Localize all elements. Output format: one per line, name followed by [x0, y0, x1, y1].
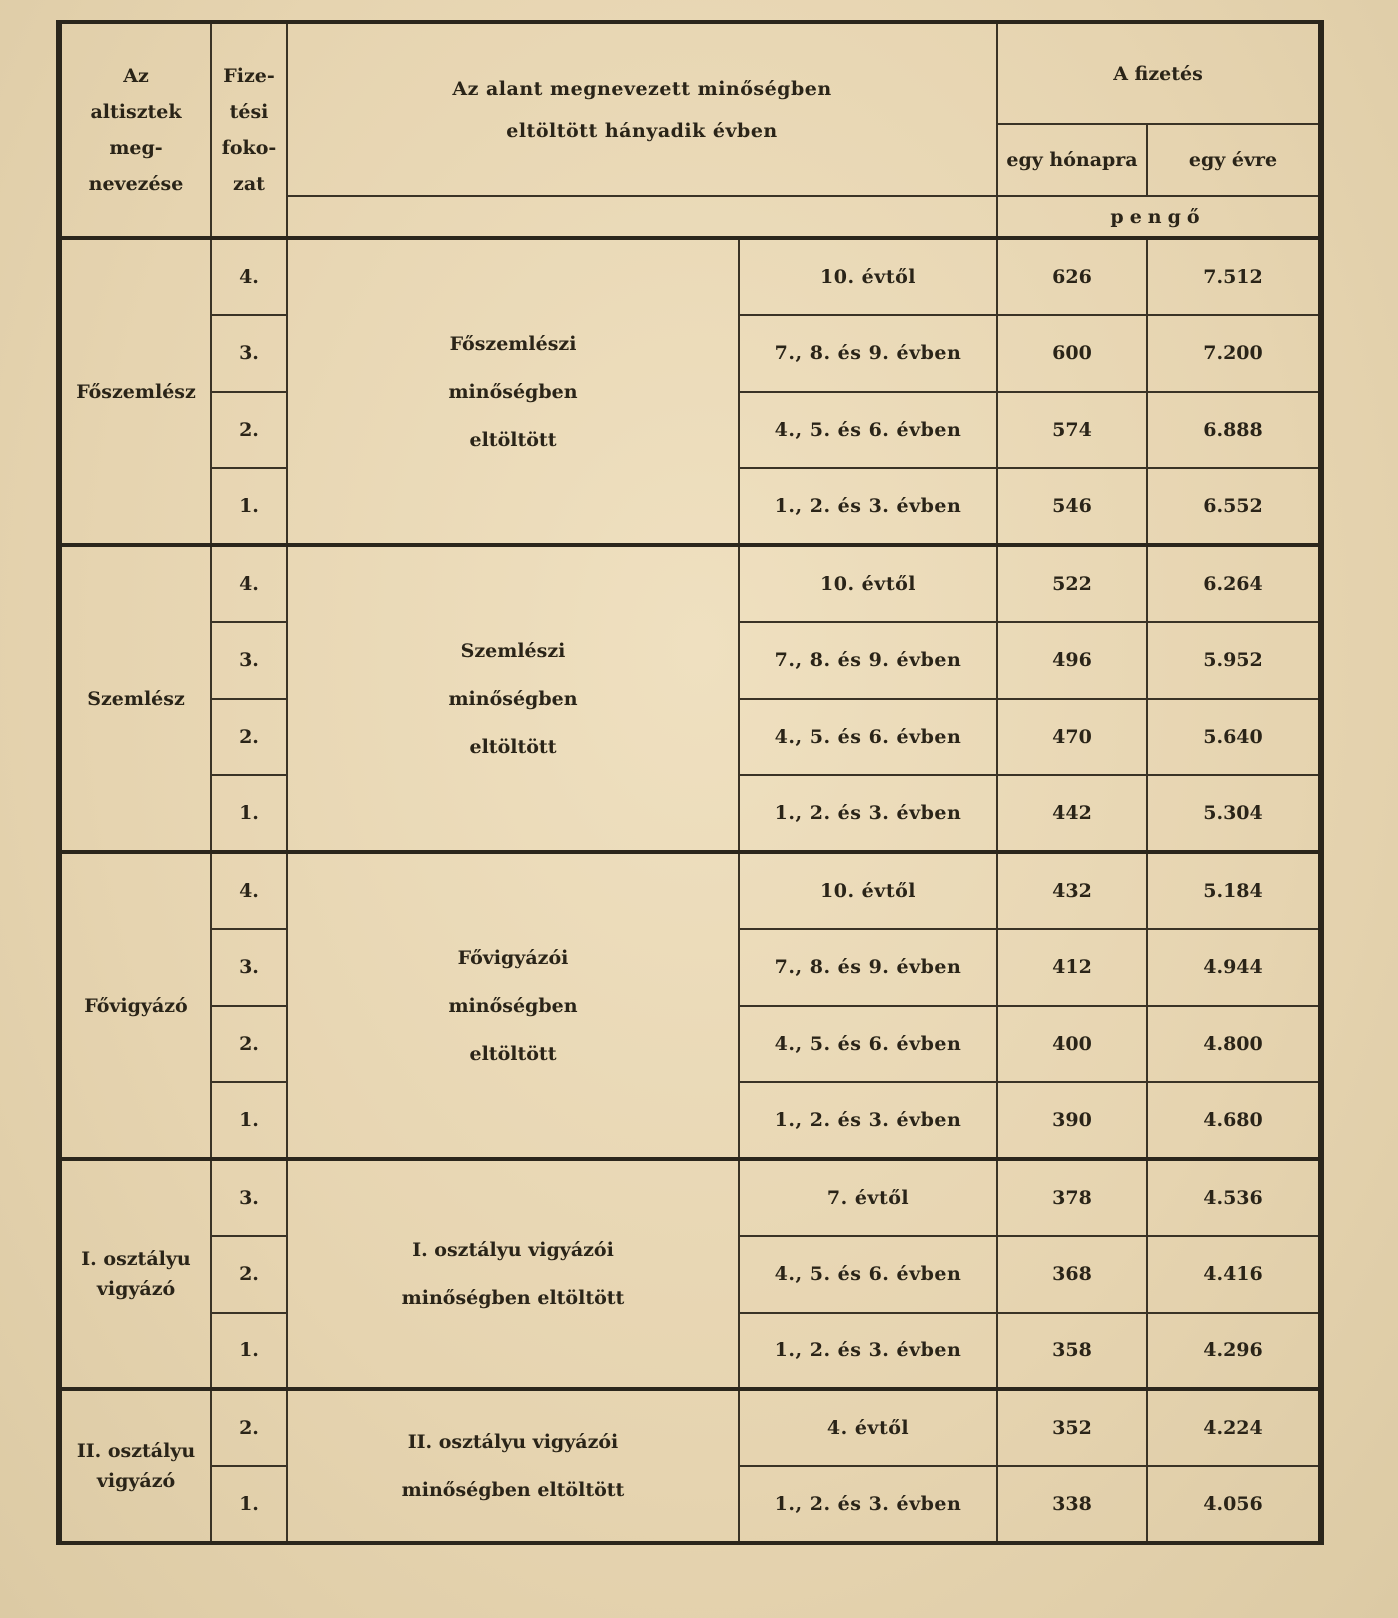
- pay-group-header: A fizetés: [997, 22, 1321, 124]
- grade-cell: 3.: [211, 315, 287, 392]
- years-cell: 1., 2. és 3. évben: [739, 1313, 997, 1390]
- period-description-line: eltöltött: [469, 428, 557, 451]
- yearly-pay-cell: 4.416: [1147, 1236, 1321, 1313]
- period-description-cell: [287, 545, 739, 852]
- per-year-header: egy évre: [1147, 124, 1321, 196]
- years-cell: 4., 5. és 6. évben: [739, 392, 997, 469]
- grade-cell: 2.: [211, 1006, 287, 1083]
- grade-cell: 3.: [211, 929, 287, 1006]
- monthly-pay-cell: 442: [997, 775, 1147, 852]
- rank-name: Főszemlész: [76, 380, 196, 403]
- table-row: [59, 1159, 1321, 1236]
- yearly-pay-cell: 6.552: [1147, 468, 1321, 545]
- grade-header-line: Fize-: [223, 65, 275, 87]
- years-cell: 1., 2. és 3. évben: [739, 1466, 997, 1543]
- period-description-cell: [287, 238, 739, 545]
- monthly-pay-cell: 626: [997, 238, 1147, 315]
- table-row: [59, 1389, 1321, 1466]
- yearly-pay-cell: 4.944: [1147, 929, 1321, 1006]
- grade-header-line: tési: [229, 101, 269, 123]
- period-description-cell: [287, 1159, 739, 1389]
- yearly-pay-cell: 5.640: [1147, 699, 1321, 776]
- rank-name: vigyázó: [96, 1470, 176, 1493]
- table-row: [59, 545, 1321, 622]
- monthly-pay-cell: 358: [997, 1313, 1147, 1390]
- grade-cell: 4.: [211, 545, 287, 622]
- period-description-line: I. osztályu vigyázói: [412, 1239, 614, 1262]
- years-cell: 4., 5. és 6. évben: [739, 1006, 997, 1083]
- grade-cell: 3.: [211, 622, 287, 699]
- period-description-line: minőségben: [448, 687, 578, 710]
- grade-column-header: [211, 22, 287, 238]
- monthly-pay-cell: 378: [997, 1159, 1147, 1236]
- period-column-header: [287, 22, 997, 196]
- per-month-header: egy hónapra: [997, 124, 1147, 196]
- rank-column-header: [59, 22, 211, 238]
- years-cell: 7., 8. és 9. évben: [739, 929, 997, 1006]
- grade-cell: 2.: [211, 699, 287, 776]
- period-description-line: minőségben: [448, 380, 578, 403]
- yearly-pay-cell: 4.680: [1147, 1082, 1321, 1159]
- salary-table: [56, 20, 1324, 1545]
- years-cell: 1., 2. és 3. évben: [739, 468, 997, 545]
- monthly-pay-cell: 574: [997, 392, 1147, 469]
- period-header-line: Az alant megnevezett minőségben: [452, 77, 832, 100]
- rank-header-line: Az: [123, 65, 149, 87]
- monthly-pay-cell: 522: [997, 545, 1147, 622]
- years-cell: 4., 5. és 6. évben: [739, 699, 997, 776]
- rank-header-line: nevezése: [88, 173, 184, 195]
- grade-cell: 4.: [211, 852, 287, 929]
- years-cell: 4., 5. és 6. évben: [739, 1236, 997, 1313]
- period-description-cell: [287, 852, 739, 1159]
- period-description-line: eltöltött: [469, 1042, 557, 1065]
- rank-name: II. osztályu: [76, 1440, 196, 1463]
- rank-name-cell: [59, 238, 211, 545]
- monthly-pay-cell: 432: [997, 852, 1147, 929]
- monthly-pay-cell: 400: [997, 1006, 1147, 1083]
- years-cell: 7. évtől: [739, 1159, 997, 1236]
- rank-header-line: meg-: [109, 137, 163, 159]
- years-cell: 10. évtől: [739, 545, 997, 622]
- period-description-line: II. osztályu vigyázói: [407, 1431, 619, 1454]
- grade-cell: 4.: [211, 238, 287, 315]
- grade-cell: 1.: [211, 775, 287, 852]
- years-cell: 10. évtől: [739, 852, 997, 929]
- rank-name-cell: [59, 852, 211, 1159]
- grade-cell: 2.: [211, 1236, 287, 1313]
- yearly-pay-cell: 4.536: [1147, 1159, 1321, 1236]
- rank-header-line: altisztek: [90, 101, 182, 123]
- rank-name: Szemlész: [87, 687, 185, 710]
- period-description-cell: [287, 1389, 739, 1543]
- period-description-line: minőségben eltöltött: [401, 1479, 625, 1502]
- yearly-pay-cell: 4.224: [1147, 1389, 1321, 1466]
- monthly-pay-cell: 412: [997, 929, 1147, 1006]
- rank-name: vigyázó: [96, 1278, 176, 1301]
- grade-cell: 1.: [211, 1466, 287, 1543]
- grade-header-line: zat: [233, 173, 265, 195]
- table-row: [59, 238, 1321, 315]
- grade-cell: 1.: [211, 1082, 287, 1159]
- period-description-line: eltöltött: [469, 735, 557, 758]
- monthly-pay-cell: 352: [997, 1389, 1147, 1466]
- rank-name-cell: [59, 545, 211, 852]
- yearly-pay-cell: 4.056: [1147, 1466, 1321, 1543]
- table-row: [59, 852, 1321, 929]
- years-cell: 10. évtől: [739, 238, 997, 315]
- grade-cell: 3.: [211, 1159, 287, 1236]
- yearly-pay-cell: 4.800: [1147, 1006, 1321, 1083]
- rank-name-cell: [59, 1389, 211, 1543]
- years-cell: 7., 8. és 9. évben: [739, 622, 997, 699]
- grade-header-line: foko-: [221, 137, 277, 159]
- monthly-pay-cell: 338: [997, 1466, 1147, 1543]
- monthly-pay-cell: 546: [997, 468, 1147, 545]
- period-description-line: Fővigyázói: [457, 946, 569, 969]
- monthly-pay-cell: 390: [997, 1082, 1147, 1159]
- yearly-pay-cell: 7.200: [1147, 315, 1321, 392]
- monthly-pay-cell: 470: [997, 699, 1147, 776]
- grade-cell: 1.: [211, 1313, 287, 1390]
- monthly-pay-cell: 496: [997, 622, 1147, 699]
- yearly-pay-cell: 6.264: [1147, 545, 1321, 622]
- yearly-pay-cell: 5.304: [1147, 775, 1321, 852]
- rank-name: I. osztályu: [81, 1248, 191, 1271]
- years-cell: 7., 8. és 9. évben: [739, 315, 997, 392]
- years-cell: 4. évtől: [739, 1389, 997, 1466]
- period-description-line: minőségben eltöltött: [401, 1287, 625, 1310]
- years-cell: 1., 2. és 3. évben: [739, 1082, 997, 1159]
- yearly-pay-cell: 4.296: [1147, 1313, 1321, 1390]
- period-header-line: eltöltött hányadik évben: [506, 119, 778, 142]
- rank-name: Fővigyázó: [84, 994, 188, 1017]
- yearly-pay-cell: 5.952: [1147, 622, 1321, 699]
- grade-cell: 2.: [211, 1389, 287, 1466]
- yearly-pay-cell: 7.512: [1147, 238, 1321, 315]
- years-cell: 1., 2. és 3. évben: [739, 775, 997, 852]
- header-spacer: [287, 196, 997, 238]
- rank-name-cell: [59, 1159, 211, 1389]
- period-description-line: Főszemlészi: [449, 332, 577, 355]
- grade-cell: 2.: [211, 392, 287, 469]
- period-description-line: minőségben: [448, 994, 578, 1017]
- currency-unit-header: pengő: [997, 196, 1321, 238]
- monthly-pay-cell: 600: [997, 315, 1147, 392]
- yearly-pay-cell: 6.888: [1147, 392, 1321, 469]
- grade-cell: 1.: [211, 468, 287, 545]
- monthly-pay-cell: 368: [997, 1236, 1147, 1313]
- period-description-line: Szemlészi: [460, 639, 566, 662]
- yearly-pay-cell: 5.184: [1147, 852, 1321, 929]
